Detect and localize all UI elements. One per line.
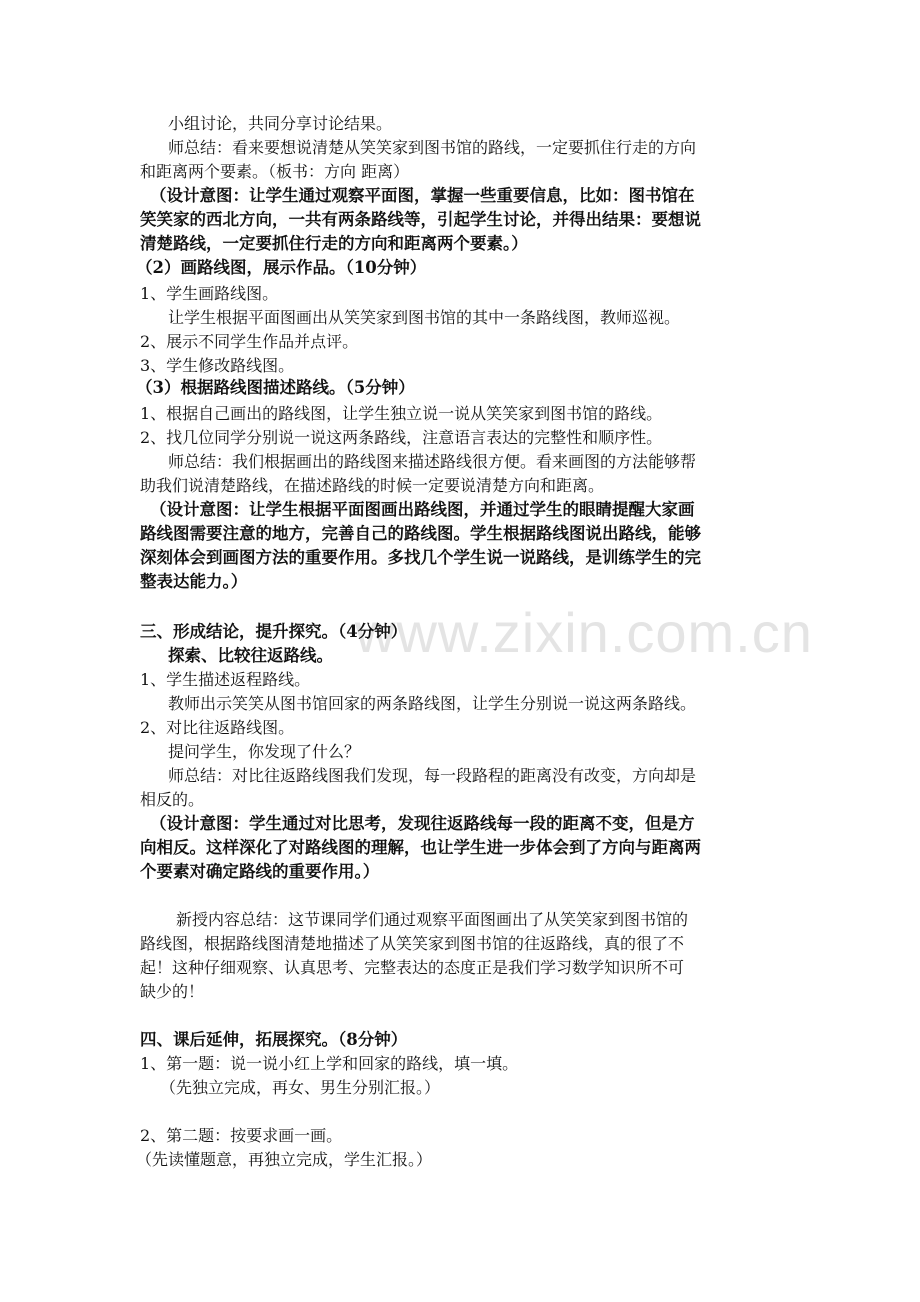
section-heading: 三、形成结论，提升探究。（4分钟） (140, 622, 408, 641)
text-line: 师总结：对比往返路线图我们发现，每一段路程的距离没有改变，方向却是 (168, 766, 697, 785)
design-intent-line: 路线图需要注意的地方，完善自己的路线图。学生根据路线图说出路线，能够 (140, 524, 701, 543)
text-line: 2、展示不同学生作品并点评。 (140, 332, 359, 351)
text-line: 师总结：我们根据画出的路线图来描述路线很方便。看来画图的方法能够帮 (168, 452, 697, 471)
text-line: 1、学生描述返程路线。 (140, 670, 311, 689)
text-line: 1、第一题：说一说小红上学和回家的路线，填一填。 (140, 1054, 519, 1073)
text-line: 起！这种仔细观察、认真思考、完整表达的态度正是我们学习数学知识所不可 (140, 958, 685, 977)
section-heading: 四、课后延伸，拓展探究。（8分钟） (140, 1030, 408, 1049)
text-line: 2、找几位同学分别说一说这两条路线，注意语言表达的完整性和顺序性。 (140, 428, 663, 447)
design-intent-line: 深刻体会到画图方法的重要作用。多找几个学生说一说路线，是训练学生的完 (140, 548, 701, 567)
section-heading: （2）画路线图，展示作品。（10分钟） (136, 258, 427, 277)
text-line: 教师出示笑笑从图书馆回家的两条路线图，让学生分别说一说这两条路线。 (168, 694, 697, 713)
text-line: 路线图，根据路线图清楚地描述了从笑笑家到图书馆的往返路线，真的很了不 (140, 934, 685, 953)
text-line: 和距离两个要素。（板书：方向 距离） (140, 162, 410, 181)
design-intent-line: 向相反。这样深化了对路线图的理解，也让学生进一步体会到了方向与距离两 (140, 838, 701, 857)
text-line: 相反的。 (140, 790, 205, 809)
text-line: （先独立完成，再女、男生分别汇报。） (160, 1078, 441, 1097)
design-intent-line: 整表达能力。） (140, 572, 248, 591)
text-line: 缺少的！ (140, 982, 205, 1001)
watermark: www.zixin.com.cn (355, 601, 813, 664)
design-intent-line: （设计意图：让学生根据平面图画出路线图，并通过学生的眼睛提醒大家画 (150, 500, 695, 519)
text-line: 3、学生修改路线图。 (140, 356, 295, 375)
text-line: 新授内容总结：这节课同学们通过观察平面图画出了从笑笑家到图书馆的 (176, 910, 689, 929)
text-line: 师总结：看来要想说清楚从笑笑家到图书馆的路线，一定要抓住行走的方向 (168, 138, 697, 157)
text-line: 助我们说清楚路线，在描述路线的时候一定要说清楚方向和距离。 (140, 476, 605, 495)
subheading: 探索、比较往返路线。 (168, 646, 333, 665)
text-line: 提问学生，你发现了什么？ (168, 742, 361, 761)
design-intent-line: 笑笑家的西北方向，一共有两条路线等，引起学生讨论，并得出结果：要想说 (140, 210, 701, 229)
section-heading: （3）根据路线图描述路线。（5分钟） (136, 378, 415, 397)
text-line: 让学生根据平面图画出从笑笑家到图书馆的其中一条路线图，教师巡视。 (168, 308, 681, 327)
text-line: （先读懂题意，再独立完成，学生汇报。） (136, 1150, 433, 1169)
text-line: 2、对比往返路线图。 (140, 718, 295, 737)
design-intent-line: （设计意图：让学生通过观察平面图，掌握一些重要信息，比如：图书馆在 (150, 186, 695, 205)
design-intent-line: （设计意图：学生通过对比思考，发现往返路线每一段的距离不变，但是方 (150, 814, 695, 833)
design-intent-line: 个要素对确定路线的重要作用。） (140, 862, 380, 881)
text-line: 1、学生画路线图。 (140, 284, 279, 303)
design-intent-line: 清楚路线，一定要抓住行走的方向和距离两个要素。） (140, 234, 528, 253)
text-line: 1、根据自己画出的路线图，让学生独立说一说从笑笑家到图书馆的路线。 (140, 404, 663, 423)
text-line: 2、第二题：按要求画一画。 (140, 1126, 343, 1145)
text-line: 小组讨论，共同分享讨论结果。 (168, 114, 393, 133)
